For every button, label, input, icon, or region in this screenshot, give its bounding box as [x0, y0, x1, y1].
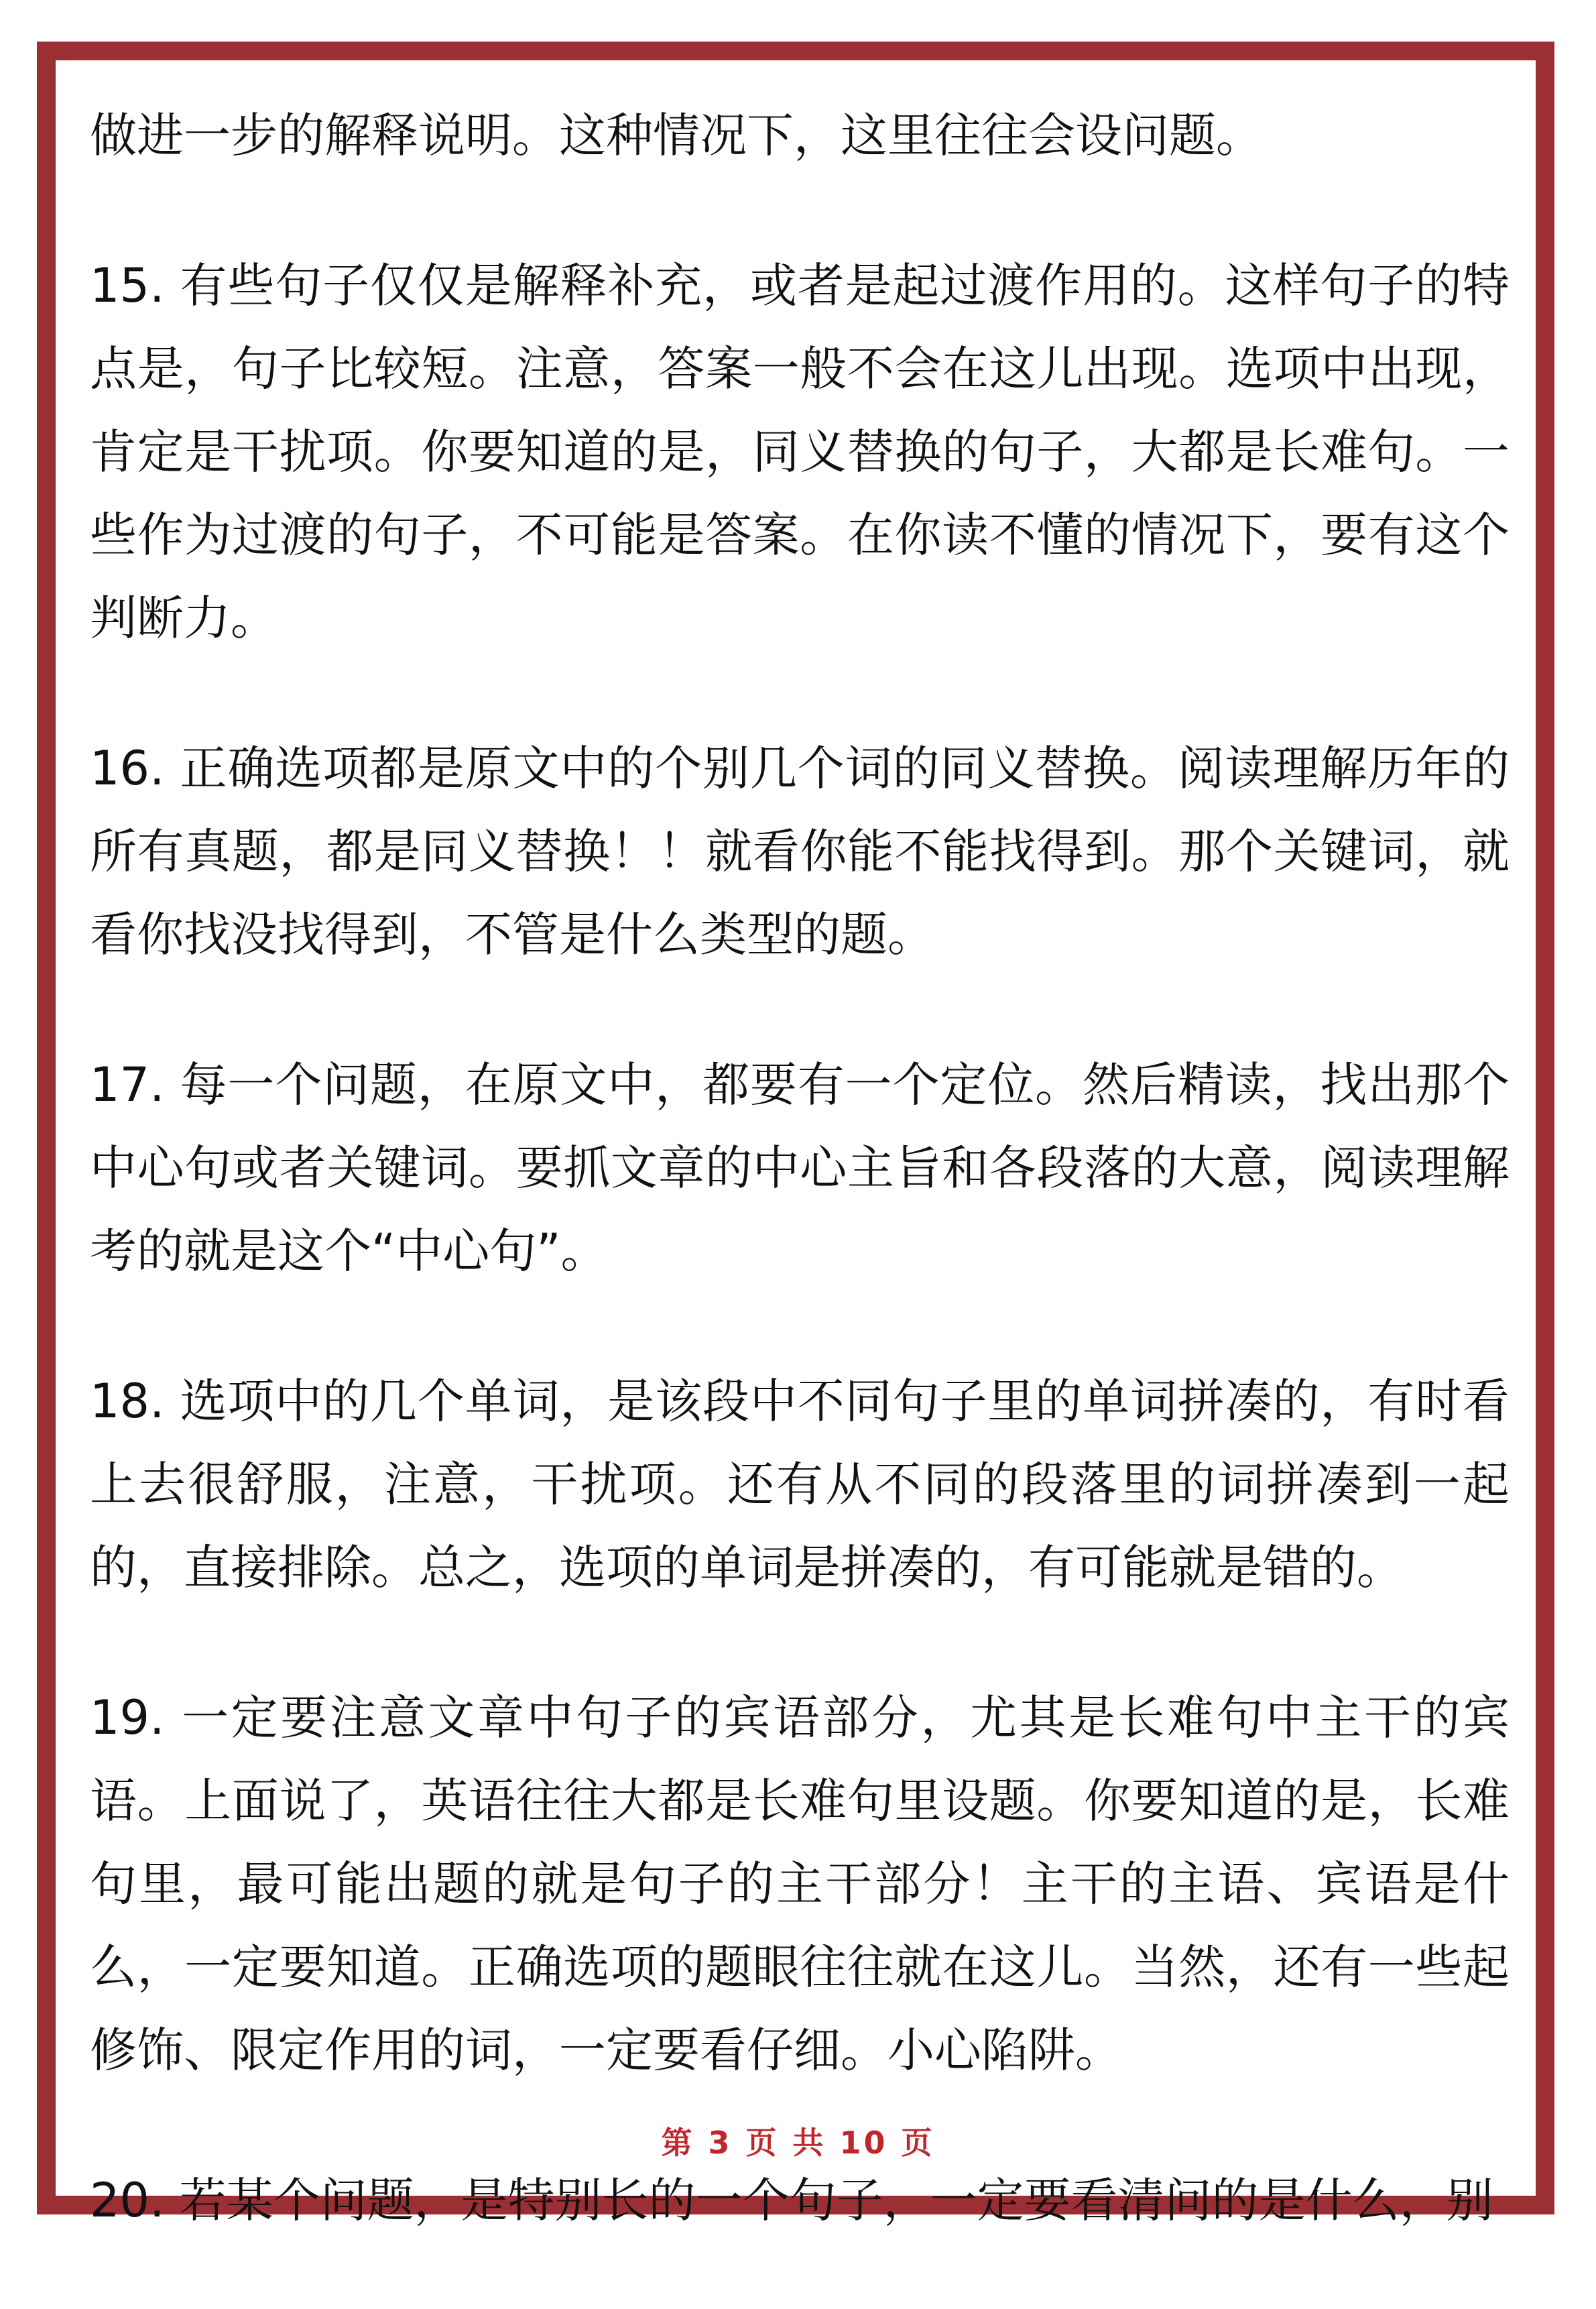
document-body [90, 94, 1510, 2309]
paragraph-item-18: 18. 选项中的几个单词，是该段中不同句子里的单词拼凑的，有时看上去很舒服，注意，干扰项。还有从不同的段落里的词拼凑到一起的，直接排除。总之，选项的单词是拼凑的，有可能就是错的。 [90, 1374, 1510, 1595]
paragraph-item-15: 15. 有些句子仅仅是解释补充，或者是起过渡作用的。这样句子的特点是，句子比较短。注意，答案一般不会在这儿出现。选项中出现，肯定是干扰项。你要知道的是，同义替换的句子，大都是长难句。一些作为过渡的句子，不可能是答案。在你读不懂的情况下，要有这个判断力。 [90, 258, 1510, 646]
paragraph-item-19: 19. 一定要注意文章中句子的宾语部分，尤其是长难句中主干的宾语。上面说了，英语往往大都是长难句里设题。你要知道的是，长难句里，最可能出题的就是句子的主干部分！主干的主语、宾语是什么，一定要知道。正确选项的题眼往往就在这儿。当然，还有一些起修饰、限定作用的词，一定要看仔细。小心陷阱。 [90, 1690, 1510, 2078]
paragraph-continuation: 做进一步的解释说明。这种情况下，这里往往会设问题。 [90, 108, 1263, 163]
paragraph-item-17: 17. 每一个问题，在原文中，都要有一个定位。然后精读，找出那个中心句或者关键词。要抓文章的中心主旨和各段落的大意，阅读理解考的就是这个“中心句”。 [90, 1057, 1510, 1279]
paragraph-item-20: 20. 若某个问题，是特别长的一个句子，一定要看清问的是什么，别 [90, 2173, 1493, 2228]
paragraph-item-16: 16. 正确选项都是原文中的个别几个词的同义替换。阅读理解历年的所有真题，都是同义替换！！就看你能不能找得到。那个关键词，就看你找没找得到，不管是什么类型的题。 [90, 741, 1510, 962]
page-number-footer: 第 3 页 共 10 页 [661, 2125, 935, 2161]
